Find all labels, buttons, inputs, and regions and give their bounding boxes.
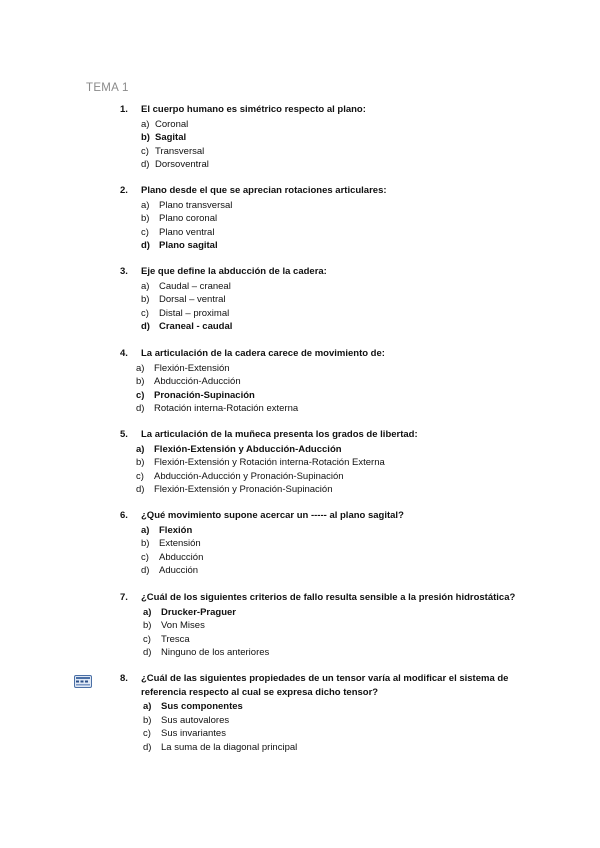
question-number: 1. [120, 104, 128, 115]
option-text: Drucker-Praguer [161, 606, 236, 618]
option-letter: b) [136, 376, 145, 387]
option-letter: a) [141, 524, 150, 536]
option-letter: c) [141, 551, 149, 563]
option-letter: d) [143, 647, 152, 658]
option-letter: d) [136, 403, 145, 414]
option-letter: a) [143, 606, 152, 618]
option-text: Ninguno de los anteriores [161, 647, 270, 658]
option-letter: c) [136, 389, 145, 401]
question-text: El cuerpo humano es simétrico respecto al plano: [141, 104, 366, 115]
option-letter: a) [136, 443, 145, 455]
option-text: Sagital [155, 132, 187, 143]
question-text: La articulación de la cadera carece de movimiento de: [141, 348, 385, 359]
option-text: Craneal - caudal [159, 321, 233, 332]
option-letter: d) [141, 565, 150, 576]
option-text: Sus componentes [161, 701, 243, 712]
option-text: Abducción-Aducción y Pronación-Supinación [154, 470, 344, 482]
option-text: Plano sagital [159, 240, 218, 251]
option-letter: c) [141, 145, 149, 157]
question-number: 2. [120, 185, 128, 196]
comment-note-icon[interactable] [74, 675, 92, 688]
question-text: ¿Cuál de los siguientes criterios de fallo resulta sensible a la presión hidrostática? [141, 592, 516, 603]
option-text: Abducción-Aducción [154, 376, 241, 387]
question-number: 3. [120, 266, 128, 277]
option-text: Transversal [155, 145, 205, 157]
option-text: Caudal – craneal [159, 280, 231, 292]
option-text: Rotación interna-Rotación externa [154, 403, 299, 414]
option-letter: a) [141, 280, 150, 292]
option-text: Distal – proximal [159, 307, 230, 319]
option-text: Sus invariantes [161, 728, 226, 739]
option-letter: b) [141, 294, 150, 305]
option-letter: b) [141, 538, 150, 549]
option-text: Von Mises [161, 620, 205, 631]
option-letter: b) [141, 132, 150, 143]
option-text: Flexión-Extensión y Pronación-Supinación [154, 484, 333, 495]
option-letter: d) [141, 240, 150, 251]
question-text: Plano desde el que se aprecian rotaciones articulares: [141, 185, 387, 196]
option-letter: b) [143, 620, 152, 631]
option-text: Flexión-Extensión y Abducción-Aducción [154, 443, 342, 455]
option-text: Sus autovalores [161, 714, 230, 726]
option-text: Abducción [159, 551, 204, 563]
option-letter: c) [141, 226, 149, 238]
option-text: Flexión-Extensión [154, 362, 230, 374]
question-number: 8. [120, 673, 128, 684]
option-letter: a) [143, 701, 152, 712]
option-letter: c) [143, 633, 151, 645]
option-letter: c) [141, 307, 149, 319]
option-text: Plano transversal [159, 199, 233, 211]
question-number: 5. [120, 429, 128, 440]
option-text: La suma de la diagonal principal [161, 741, 298, 753]
option-letter: c) [143, 728, 151, 739]
question-number: 4. [120, 348, 128, 359]
option-letter: a) [141, 199, 150, 211]
option-text: Coronal [155, 118, 189, 130]
option-letter: a) [136, 362, 145, 374]
question-number: 6. [120, 510, 128, 521]
question-text: La articulación de la muñeca presenta los grados de libertad: [141, 429, 418, 440]
option-text: Plano coronal [159, 213, 218, 224]
question-text: ¿Cuál de las siguientes propiedades de un tensor varía al modificar el sistema de referencia respecto al cual se expresa dicho tensor? [141, 673, 509, 698]
question-text: Eje que define la abducción de la cadera: [141, 266, 327, 277]
option-letter: b) [141, 213, 150, 224]
question-number: 7. [120, 592, 128, 603]
option-text: Dorsoventral [155, 159, 209, 170]
option-text: Aducción [159, 565, 199, 576]
option-letter: d) [141, 321, 150, 332]
option-letter: c) [136, 470, 144, 482]
option-text: Dorsal – ventral [159, 294, 226, 305]
option-letter: d) [143, 741, 152, 753]
option-letter: b) [136, 457, 145, 468]
option-text: Plano ventral [159, 226, 215, 238]
option-text: Flexión-Extensión y Rotación interna-Rotación Externa [154, 457, 385, 468]
page-title: TEMA 1 [86, 82, 129, 94]
option-letter: b) [143, 714, 152, 726]
option-letter: d) [141, 159, 150, 170]
option-letter: a) [141, 118, 150, 130]
option-letter: d) [136, 484, 145, 495]
option-text: Flexión [159, 524, 193, 536]
question-text: ¿Qué movimiento supone acercar un ----- al plano sagital? [141, 510, 404, 521]
option-text: Pronación-Supinación [154, 389, 255, 401]
option-text: Extensión [159, 538, 201, 549]
option-text: Tresca [161, 633, 190, 645]
